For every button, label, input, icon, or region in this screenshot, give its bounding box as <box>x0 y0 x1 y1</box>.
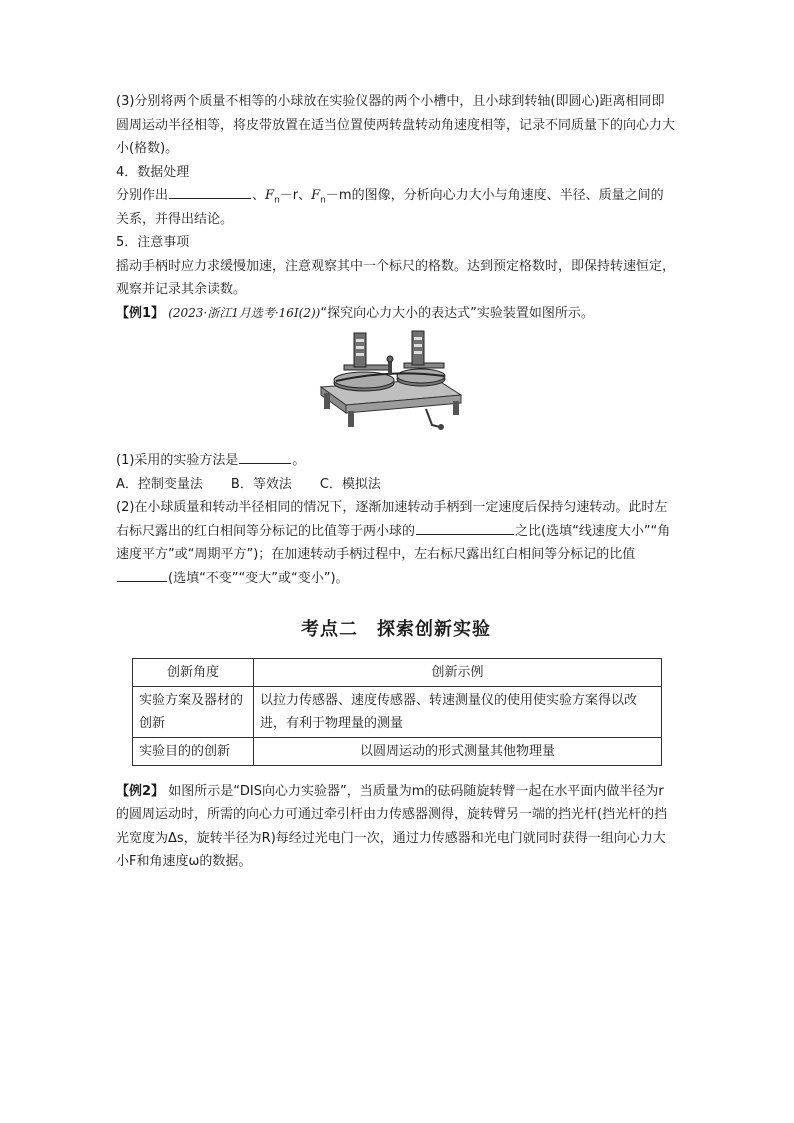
table-row <box>133 737 662 765</box>
example-tag: 【例2】 <box>116 783 165 799</box>
option-a[interactable]: A．控制变量法 <box>116 476 203 492</box>
table-header: 创新示例 <box>254 658 662 686</box>
example2-paragraph: 【例2】 如图所示是“DIS向心力实验器”，当质量为m的砝码随旋转臂一起在水平面内做半径为r的圆周运动时，所需的向心力可通过牵引杆由力传感器测得，旋转臂另一端的挡光杆(挡光杆的挡光宽度为Δs，旋转半径为R)每经过光电门一次，通过力传感器和光电门就同时获得一组向心力大小F和角速度ω的数据。 <box>116 783 668 869</box>
table-header-row <box>133 658 662 686</box>
section4-text: 分别作出 、$F_n-r$、$F_n-m$的图像，分析向心力大小与角速度、半径、质量之间的关系，并得出结论。 <box>116 184 676 231</box>
section-heading: 考点二 探索创新实验 <box>301 619 491 640</box>
question1: (1)采用的实验方法是 。 <box>116 449 676 473</box>
innovation-table <box>132 658 662 766</box>
table-cell: 以圆周运动的形式测量其他物理量 <box>254 737 662 765</box>
table-row <box>133 686 662 737</box>
example-source: (2023·浙江1月选考·16Ⅰ(2)) <box>168 305 321 320</box>
answer-blank[interactable] <box>117 567 167 582</box>
question2: (2)在小球质量和转动半径相同的情况下，逐渐加速转动手柄到一定速度后保持匀速转动。此时左右标尺露出的红白相间等分标记的比值等于两小球的 之比(选填“线速度大小”“角速度平方”或“周期平方”)；在加速转动手柄过程中，左右标尺露出红白相间等分标记的比值(选填“不变”“变大”或“变小”)。 <box>116 500 671 586</box>
answer-blank[interactable] <box>239 449 291 464</box>
apparatus-illustration <box>316 329 466 445</box>
section5-text: 摇动手柄时应力求缓慢加速，注意观察其中一个标尺的格数。达到预定格数时，即保持转速恒定，观察并记录其余读数。 <box>116 258 676 297</box>
section5-title: 5．注意事项 <box>116 235 190 250</box>
table-cell: 实验目的的创新 <box>133 737 254 765</box>
answer-blank[interactable] <box>416 520 514 535</box>
example1-intro: 【例1】 (2023·浙江1月选考·16Ⅰ(2))“探究向心力大小的表达式”实验装置如图所示。 <box>116 305 594 321</box>
table-cell: 实验方案及器材的创新 <box>133 686 254 737</box>
page-content <box>116 90 676 874</box>
table-header: 创新角度 <box>133 658 254 686</box>
centripetal-apparatus-figure <box>116 329 676 447</box>
option-b[interactable]: B．等效法 <box>230 476 292 492</box>
example-tag: 【例1】 <box>116 305 165 321</box>
table-cell: 以拉力传感器、速度传感器、转速测量仪的使用使实验方案得以改进，有利于物理量的测量 <box>254 686 662 737</box>
step3-paragraph: (3)分别将两个质量不相等的小球放在实验仪器的两个小槽中，且小球到转轴(即圆心)距离相同即圆周运动半径相等，将皮带放置在适当位置使两转盘转动角速度相等，记录不同质量下的向心力大小(格数)。 <box>116 94 676 156</box>
question1-options <box>116 473 676 497</box>
option-c[interactable]: C．模拟法 <box>319 476 381 492</box>
section4-title: 4．数据处理 <box>116 164 190 180</box>
answer-blank[interactable] <box>169 184 251 199</box>
